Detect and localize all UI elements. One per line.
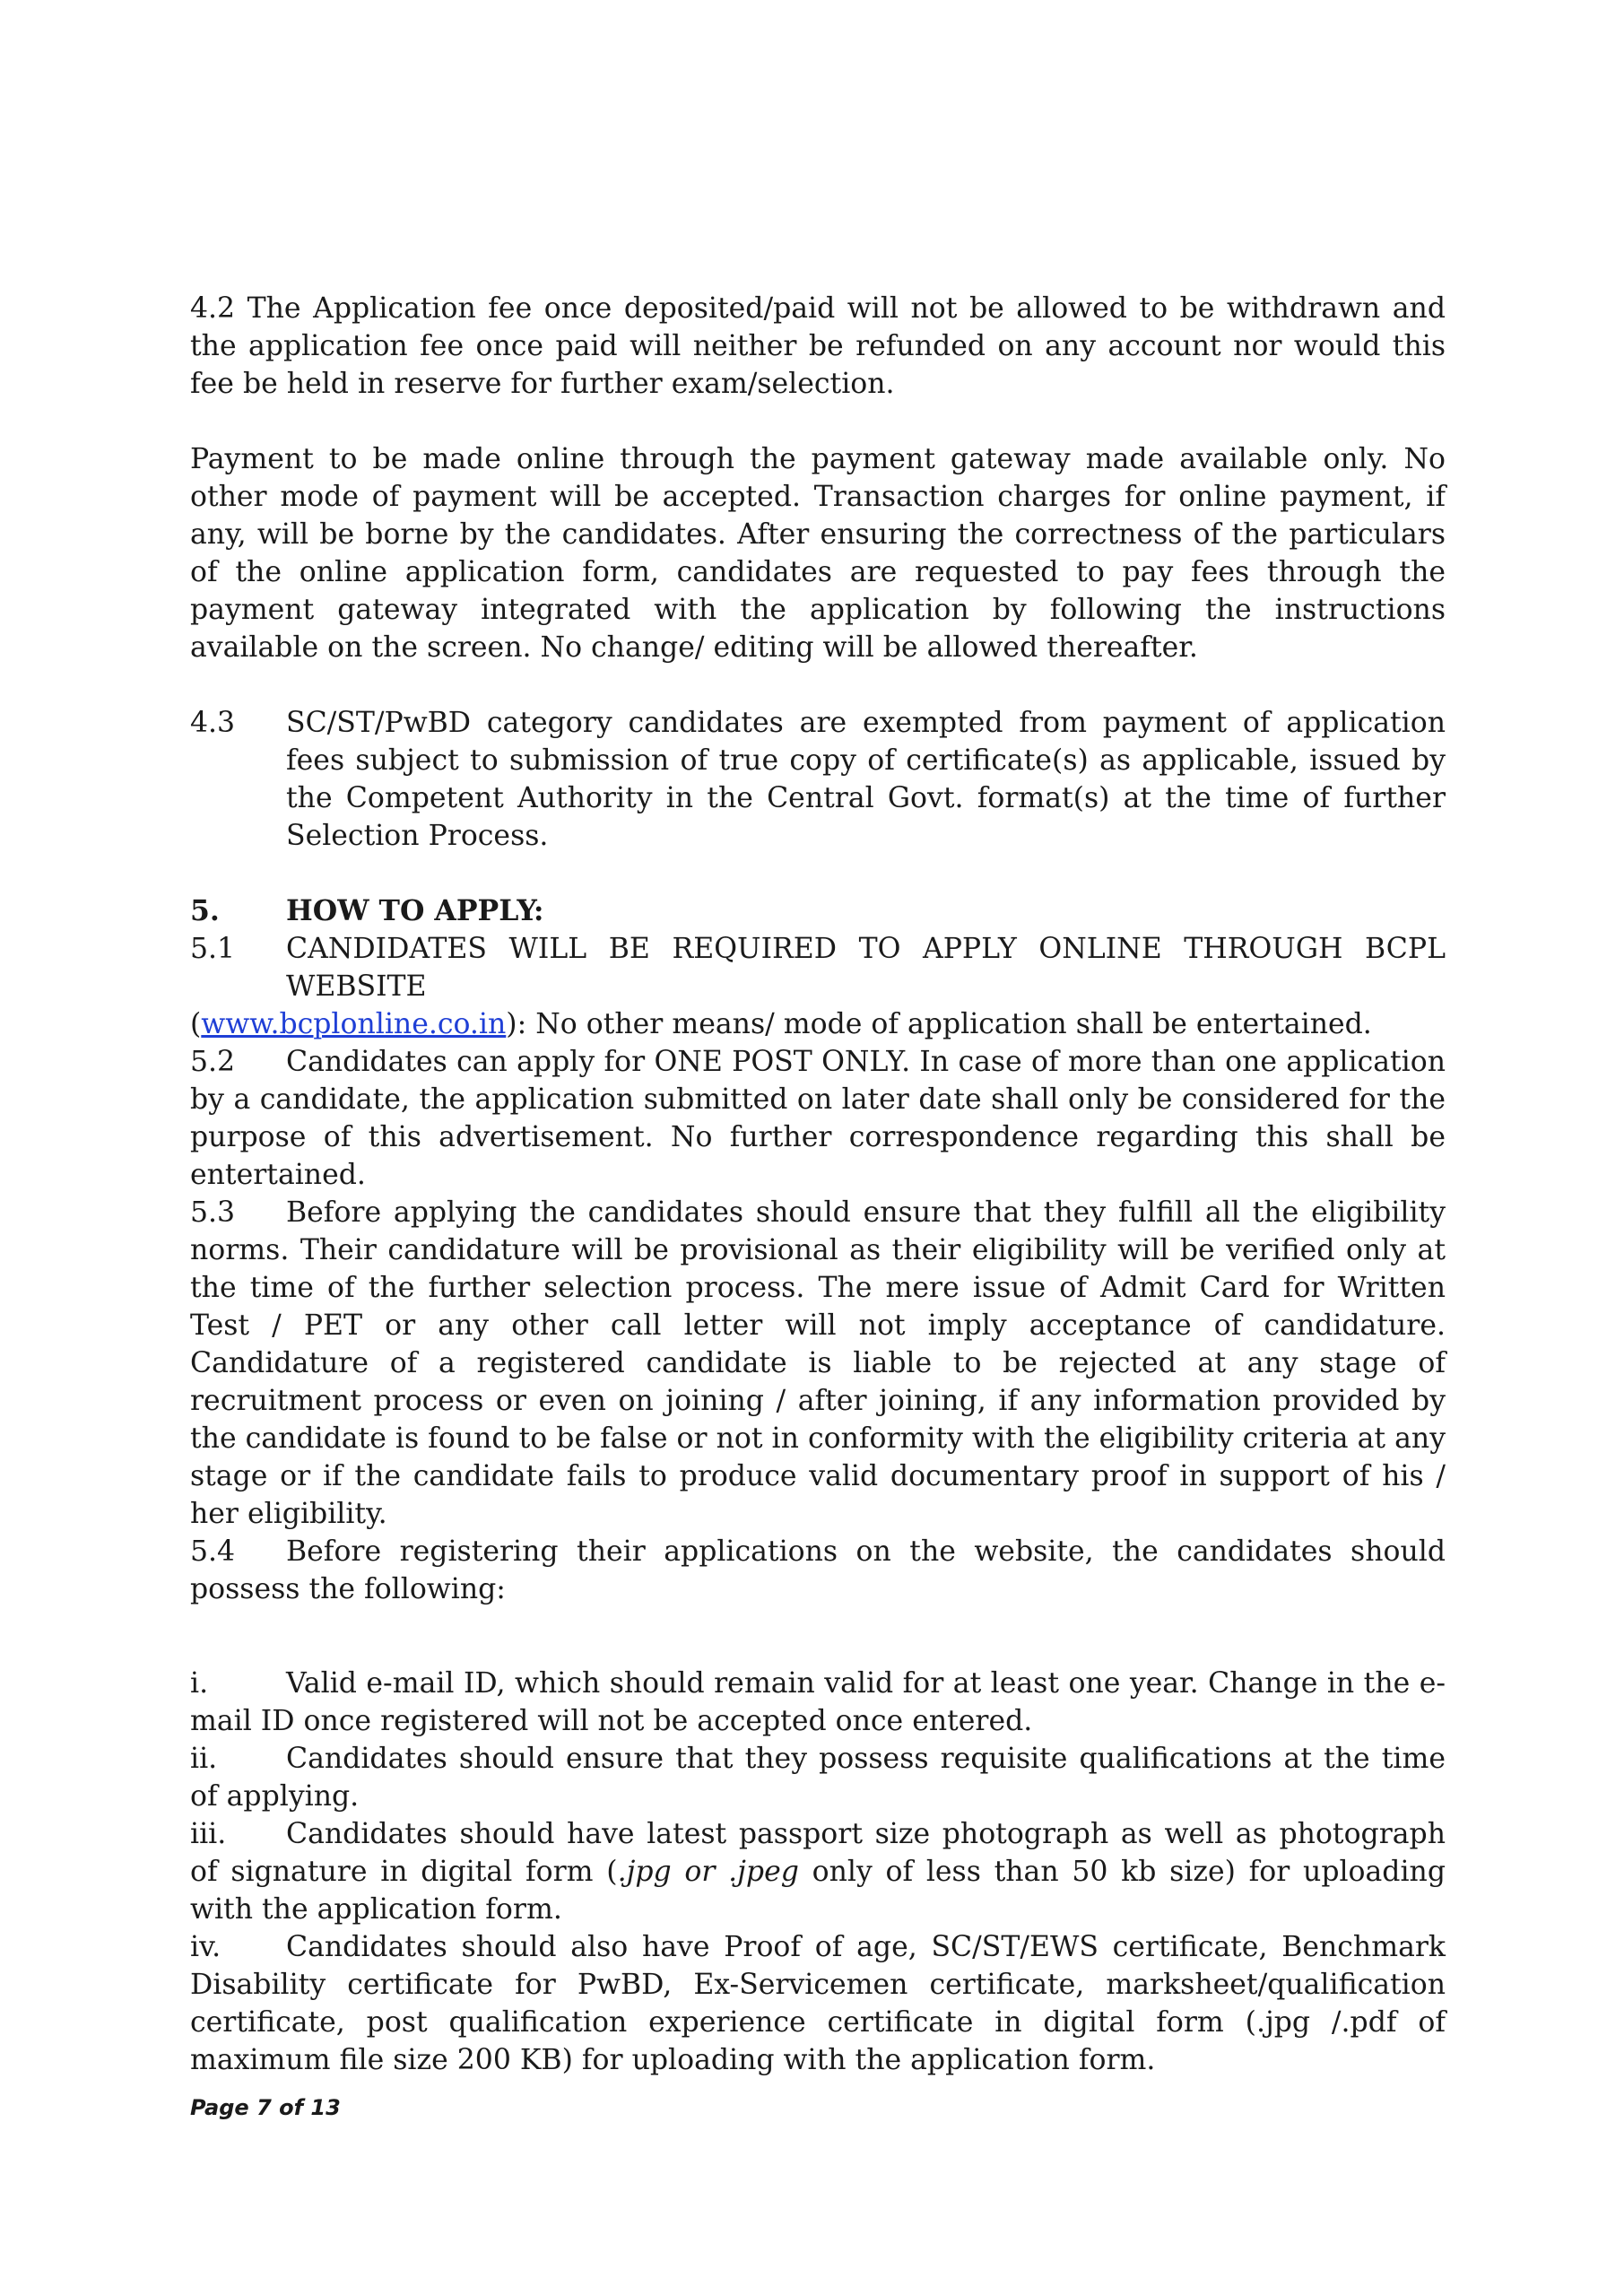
list-item — [190, 1665, 1446, 1740]
paragraph-payment: Payment to be made online through the payment gateway made available only. No other mode of payment will be accepted. Transaction charges for online payment, if any, will be borne by the candidates. After ensuring the correctness of the particulars of the online application form, candidates are requested to pay fees through the payment gateway integrated with the application by following the instructions available on the screen. No change/ editing will be allowed thereafter. — [190, 443, 1446, 664]
clause-number: 5.4 — [190, 1535, 236, 1568]
list-item-text-end: only of less than 50 kb size) for uploading with the application form. — [190, 1856, 1446, 1926]
clause-text: Before registering their applications on the website, the candidates should possess the following: — [190, 1535, 1446, 1605]
list-marker: iv. — [190, 1931, 221, 1963]
section-heading — [190, 892, 1446, 930]
page-number: Page 7 of 13 — [190, 2095, 341, 2120]
bcpl-website-link[interactable]: www.bcplonline.co.in — [201, 1008, 507, 1040]
paragraph-4-2: 4.2 The Application fee once deposited/paid will not be allowed to be withdrawn and the application fee once paid will neither be refunded on any account nor would this fee be held in reserve for further exam/selection. — [190, 292, 1446, 400]
clause-text: Candidates can apply for ONE POST ONLY. In case of more than one application by a candidate, the application submitted on later date shall only be considered for the purpose of this advertisement. No further correspondence regarding this shall be entertained. — [190, 1046, 1446, 1191]
paragraph-4-3 — [190, 704, 1446, 855]
clause-number: 5.2 — [190, 1046, 236, 1078]
clause-5-1 — [190, 930, 1446, 1043]
list-item-text: Candidates should also have Proof of age, SC/ST/EWS certificate, Benchmark Disability certificate for PwBD, Ex-Servicemen certificate, marksheet/qualification certificate, post qualification experience certificate in digital form (.jpg /.pdf of maximum file size 200 KB) for uploading with the application form. — [190, 1931, 1446, 2076]
paragraph-text: SC/ST/PwBD category candidates are exempted from payment of application fees subject to submission of true copy of certificate(s) as applicable, issued by the Competent Authority in the Central Govt. format(s) at the time of further Selection Process. — [286, 707, 1446, 852]
clause-5-3 — [190, 1194, 1446, 1533]
clause-text-open: ( — [190, 1008, 202, 1040]
file-format-text: .jpg or .jpeg — [617, 1856, 799, 1888]
clause-5-2 — [190, 1043, 1446, 1194]
list-marker: ii. — [190, 1743, 218, 1775]
list-item — [190, 1815, 1446, 1928]
list-item-text: Valid e-mail ID, which should remain valid for at least one year. Change in the e-mail ID once registered will not be accepted once entered. — [190, 1667, 1446, 1737]
list-marker: i. — [190, 1667, 209, 1700]
clause-text: Before applying the candidates should ensure that they fulfill all the eligibility norms. Their candidature will be provisional as their eligibility will be verified only at the time of the further selection process. The mere issue of Admit Card for Written Test / PET or any other call letter will not imply acceptance of candidature. Candidature of a registered candidate is liable to be rejected at any stage of recruitment process or even on joining / after joining, if any information provided by the candidate is found to be false or not in conformity with the eligibility criteria at any stage or if the candidate fails to produce valid documentary proof in support of his / her eligibility. — [190, 1196, 1446, 1530]
list-item-text: Candidates should have latest passport size photograph as well as photograph of signature in digital form ( — [190, 1818, 1446, 1888]
section-number: 5. — [190, 894, 220, 927]
paragraph-number: 4.3 — [190, 707, 236, 739]
clause-text-rest: ): No other means/ mode of application shall be entertained. — [506, 1008, 1372, 1040]
clause-number: 5.1 — [190, 933, 236, 965]
list-item — [190, 1740, 1446, 1815]
clause-text: CANDIDATES WILL BE REQUIRED TO APPLY ONLINE THROUGH BCPL WEBSITE — [286, 933, 1446, 1003]
clause-number: 5.3 — [190, 1196, 236, 1229]
clause-5-4 — [190, 1533, 1446, 1608]
list-item — [190, 1928, 1446, 2079]
section-title: HOW TO APPLY: — [286, 894, 544, 927]
list-item-text: Candidates should ensure that they possess requisite qualifications at the time of applying. — [190, 1743, 1446, 1813]
document-body — [190, 290, 1446, 2079]
requirements-list — [190, 1665, 1446, 2079]
list-marker: iii. — [190, 1818, 227, 1850]
